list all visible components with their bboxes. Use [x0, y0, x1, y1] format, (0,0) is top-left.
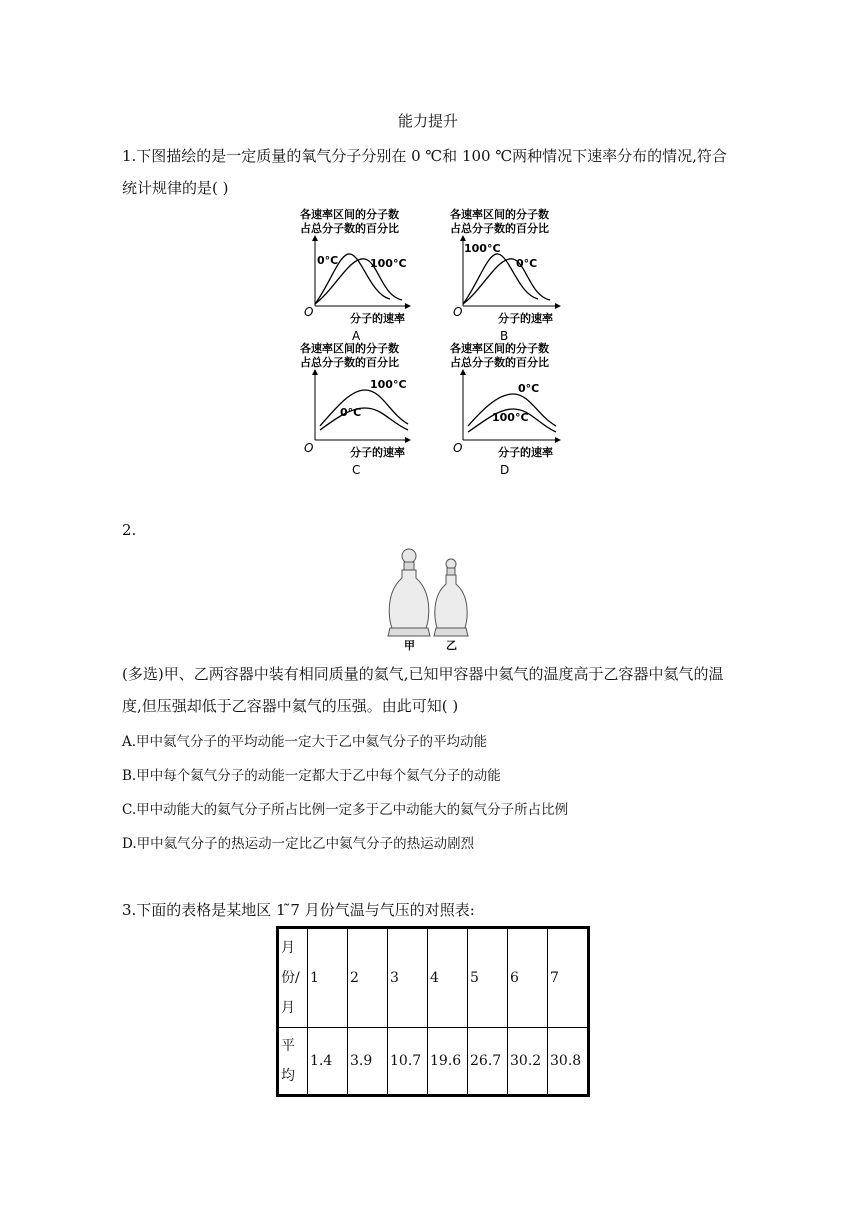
panel-a-label-100c: 100°C [370, 257, 407, 270]
q2-option-b: B.甲中每个氦气分子的动能一定都大于乙中每个氦气分子的动能 [122, 768, 501, 784]
temp-cell-3: 10.7 [388, 1028, 428, 1096]
panel-c-ylabel1: 各速率区间的分子数 [300, 342, 399, 355]
q3-stem: 3.下面的表格是某地区 1 ̃7 月份气温与气压的对照表: [122, 901, 475, 919]
q2-option-d: D.甲中氦气分子的热运动一定比乙中氦气分子的热运动剧烈 [122, 836, 475, 852]
panel-a-ylabel1: 各速率区间的分子数 [300, 208, 399, 221]
temp-cell-6: 30.2 [508, 1028, 548, 1096]
panel-b-label-0c: 0°C [516, 257, 538, 270]
panel-a-letter: A [352, 329, 361, 343]
row-header-temps [278, 1028, 308, 1096]
jar-left-label: 甲 [404, 639, 415, 652]
month-cell-3: 3 [388, 928, 428, 1028]
jar-right [434, 559, 468, 636]
month-cell-7: 7 [548, 928, 589, 1028]
temp-cell-2: 3.9 [348, 1028, 388, 1096]
panel-d-ylabel1: 各速率区间的分子数 [450, 342, 549, 355]
panel-d [450, 341, 558, 477]
row-header-months [278, 928, 308, 1028]
panel-d-xlabel: 分子的速率 [498, 446, 553, 459]
panel-a-xlabel: 分子的速率 [350, 312, 405, 325]
jar-left [388, 549, 430, 636]
month-cell-4: 4 [428, 928, 468, 1028]
panel-b-label-100c: 100°C [464, 242, 501, 255]
row-header-months-line1: 月 [281, 940, 295, 956]
temp-cell-4: 19.6 [428, 1028, 468, 1096]
q1-stem-line1: 1.下图描绘的是一定质量的氧气分子分别在 0 ℃和 100 ℃两种情况下速率分布的情况,符合 [122, 147, 727, 165]
panel-c-letter: C [352, 463, 361, 477]
table-row-temps [278, 1028, 589, 1096]
panel-d-ylabel2: 占总分子数的百分比 [450, 356, 549, 369]
panel-c-label-high: 100°C [370, 378, 407, 391]
temp-cell-7: 30.8 [548, 1028, 589, 1096]
panel-a-ylabel2: 占总分子数的百分比 [300, 222, 399, 235]
panel-b-ylabel2: 占总分子数的百分比 [450, 222, 549, 235]
panel-a [300, 207, 408, 343]
q2-stem-line1: (多选)甲、乙两容器中装有相同质量的氦气,已知甲容器中氦气的温度高于乙容器中氦气的温 [122, 665, 724, 683]
month-cell-5: 5 [468, 928, 508, 1028]
panel-a-label-0c: 0°C [317, 254, 339, 267]
panel-b-ylabel1: 各速率区间的分子数 [450, 208, 549, 221]
panel-c-label-low: 0°C [340, 406, 362, 419]
month-cell-2: 2 [348, 928, 388, 1028]
q1-stem-line2: 统计规律的是( ) [122, 179, 229, 197]
q2-number: 2. [122, 521, 137, 539]
section-title: 能力提升 [398, 112, 459, 130]
q2-option-c: C.甲中动能大的氦气分子所占比例一定多于乙中动能大的氦气分子所占比例 [122, 802, 569, 818]
panel-c-xlabel: 分子的速率 [350, 446, 405, 459]
panel-c-ylabel2: 占总分子数的百分比 [300, 356, 399, 369]
panel-d-label-100c: 100°C [492, 411, 529, 424]
q2-option-a: A.甲中氦气分子的平均动能一定大于乙中氦气分子的平均动能 [122, 734, 488, 750]
table-row-months [278, 928, 589, 1028]
row-header-temps-line2: 均 [281, 1068, 295, 1084]
row-header-temps-line1: 平 [281, 1038, 295, 1054]
panel-d-letter: D [500, 463, 510, 477]
panel-c [300, 341, 408, 477]
temp-cell-5: 26.7 [468, 1028, 508, 1096]
q2-stem-line2: 度,但压强却低于乙容器中氦气的压强。由此可知( ) [122, 697, 459, 715]
row-header-months-line3: 月 [281, 1000, 295, 1016]
panel-b-letter: B [500, 329, 509, 343]
panel-b-origin: O [453, 305, 463, 319]
panel-c-origin: O [304, 441, 314, 455]
jar-right-label: 乙 [446, 639, 457, 652]
q2-jars-figure [382, 548, 482, 654]
row-header-months-line2: 份/ [281, 970, 300, 986]
temp-cell-1: 1.4 [308, 1028, 348, 1096]
q1-figure [290, 204, 580, 484]
month-cell-6: 6 [508, 928, 548, 1028]
q3-table [276, 926, 590, 1097]
panel-d-origin: O [453, 441, 463, 455]
month-cell-1: 1 [308, 928, 348, 1028]
panel-b [450, 207, 558, 343]
panel-d-label-0c: 0°C [518, 382, 540, 395]
panel-b-xlabel: 分子的速率 [498, 312, 553, 325]
panel-a-origin: O [304, 305, 314, 319]
